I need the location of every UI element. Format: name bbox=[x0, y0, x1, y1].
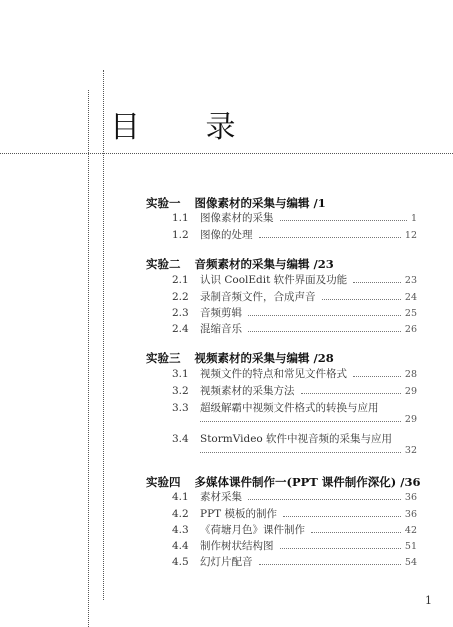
entry-page: 24 bbox=[404, 292, 417, 303]
entry-number: 3.3 bbox=[172, 402, 189, 414]
entry-page: 12 bbox=[404, 230, 417, 241]
dot-leader bbox=[301, 393, 401, 394]
toc-entry[interactable] bbox=[172, 321, 417, 337]
chapter-title: 音频素材的采集与编辑 /23 bbox=[194, 257, 334, 271]
toc-entry[interactable] bbox=[172, 522, 417, 538]
entry-number: 3.4 bbox=[172, 433, 189, 445]
entry-number: 4.1 bbox=[172, 491, 189, 503]
toc-entry[interactable] bbox=[172, 366, 417, 382]
entry-title: 视频素材的采集方法 bbox=[200, 385, 295, 397]
entry-title: 音频剪辑 bbox=[200, 307, 242, 319]
entry-number: 1.2 bbox=[172, 229, 189, 241]
entry-number: 2.4 bbox=[172, 323, 189, 335]
toc-entry[interactable] bbox=[172, 383, 417, 399]
left-dotted-rule bbox=[88, 90, 89, 627]
entry-title: PPT 模板的制作 bbox=[200, 508, 277, 520]
toc-entry[interactable] bbox=[172, 554, 417, 570]
chapter-label: 实验四 bbox=[146, 475, 181, 489]
entry-title: 录制音频文件，合成声音 bbox=[200, 291, 316, 303]
toc-entry[interactable] bbox=[172, 431, 392, 446]
chapter-title: 视频素材的采集与编辑 /28 bbox=[194, 351, 334, 365]
dot-leader bbox=[311, 532, 401, 533]
page-number: 1 bbox=[425, 594, 432, 607]
dot-leader bbox=[280, 220, 407, 221]
entry-title: StormVideo 软件中视音频的采集与应用 bbox=[200, 433, 393, 445]
entry-page: 28 bbox=[404, 369, 417, 380]
dot-leader bbox=[353, 282, 401, 283]
entry-page: 23 bbox=[404, 275, 417, 286]
entry-title: 超级解霸中视频文件格式的转换与应用 bbox=[200, 402, 379, 414]
page-title: 目 录 bbox=[110, 110, 264, 145]
dot-leader bbox=[200, 452, 401, 453]
dot-leader bbox=[322, 299, 401, 300]
entry-title: 制作树状结构图 bbox=[200, 540, 274, 552]
entry-title: 图像的处理 bbox=[200, 229, 253, 241]
dot-leader bbox=[283, 516, 401, 517]
entry-page: 36 bbox=[404, 509, 417, 520]
chapter-title: 多媒体课件制作一(PPT 课件制作深化) /36 bbox=[194, 475, 421, 489]
chapter-label: 实验三 bbox=[146, 351, 181, 365]
entry-title: 认识 CoolEdit 软件界面及功能 bbox=[200, 274, 348, 286]
top-dotted-rule bbox=[0, 153, 453, 154]
chapter-label: 实验二 bbox=[146, 257, 181, 271]
dot-leader bbox=[248, 315, 401, 316]
toc-entry[interactable] bbox=[172, 272, 417, 288]
entry-page: 29 bbox=[404, 386, 417, 397]
entry-number: 4.4 bbox=[172, 540, 189, 552]
entry-number: 3.1 bbox=[172, 368, 189, 380]
chapter-title: 图像素材的采集与编辑 /1 bbox=[194, 196, 326, 210]
entry-page: 54 bbox=[404, 557, 417, 568]
toc-entry[interactable] bbox=[172, 538, 417, 554]
toc-entry[interactable] bbox=[172, 305, 417, 321]
toc-entry[interactable] bbox=[172, 227, 417, 243]
dot-leader bbox=[259, 237, 401, 238]
chapter-heading bbox=[146, 195, 326, 211]
entry-page: 26 bbox=[404, 324, 417, 335]
dot-leader bbox=[280, 548, 401, 549]
toc-entry[interactable] bbox=[172, 489, 417, 505]
toc-entry-continuation bbox=[200, 414, 417, 426]
inner-dotted-rule bbox=[103, 70, 104, 600]
entry-page: 51 bbox=[404, 541, 417, 552]
chapter-heading bbox=[146, 350, 334, 366]
entry-page: 1 bbox=[410, 213, 417, 224]
chapter-label: 实验一 bbox=[146, 196, 181, 210]
entry-number: 4.2 bbox=[172, 508, 189, 520]
entry-page: 25 bbox=[404, 308, 417, 319]
entry-page: 29 bbox=[404, 414, 417, 425]
dot-leader bbox=[248, 499, 401, 500]
entry-title: 《荷塘月色》课件制作 bbox=[200, 524, 305, 536]
entry-number: 4.5 bbox=[172, 556, 189, 568]
toc-entry[interactable] bbox=[172, 210, 417, 226]
dot-leader bbox=[200, 421, 401, 422]
entry-number: 1.1 bbox=[172, 212, 189, 224]
chapter-heading bbox=[146, 474, 420, 490]
toc-entry[interactable] bbox=[172, 400, 379, 415]
chapter-heading bbox=[146, 256, 334, 272]
entry-title: 混缩音乐 bbox=[200, 323, 242, 335]
entry-number: 2.2 bbox=[172, 291, 189, 303]
entry-number: 2.3 bbox=[172, 307, 189, 319]
entry-page: 36 bbox=[404, 492, 417, 503]
entry-page: 32 bbox=[404, 445, 417, 456]
toc-entry[interactable] bbox=[172, 289, 417, 305]
dot-leader bbox=[248, 331, 401, 332]
dot-leader bbox=[353, 376, 401, 377]
entry-number: 3.2 bbox=[172, 385, 189, 397]
entry-number: 2.1 bbox=[172, 274, 189, 286]
toc-entry-continuation bbox=[200, 445, 417, 457]
entry-page: 42 bbox=[404, 525, 417, 536]
entry-title: 视频文件的特点和常见文件格式 bbox=[200, 368, 347, 380]
dot-leader bbox=[259, 564, 401, 565]
entry-number: 4.3 bbox=[172, 524, 189, 536]
entry-title: 素材采集 bbox=[200, 491, 242, 503]
toc-entry[interactable] bbox=[172, 506, 417, 522]
entry-title: 图像素材的采集 bbox=[200, 212, 274, 224]
entry-title: 幻灯片配音 bbox=[200, 556, 253, 568]
